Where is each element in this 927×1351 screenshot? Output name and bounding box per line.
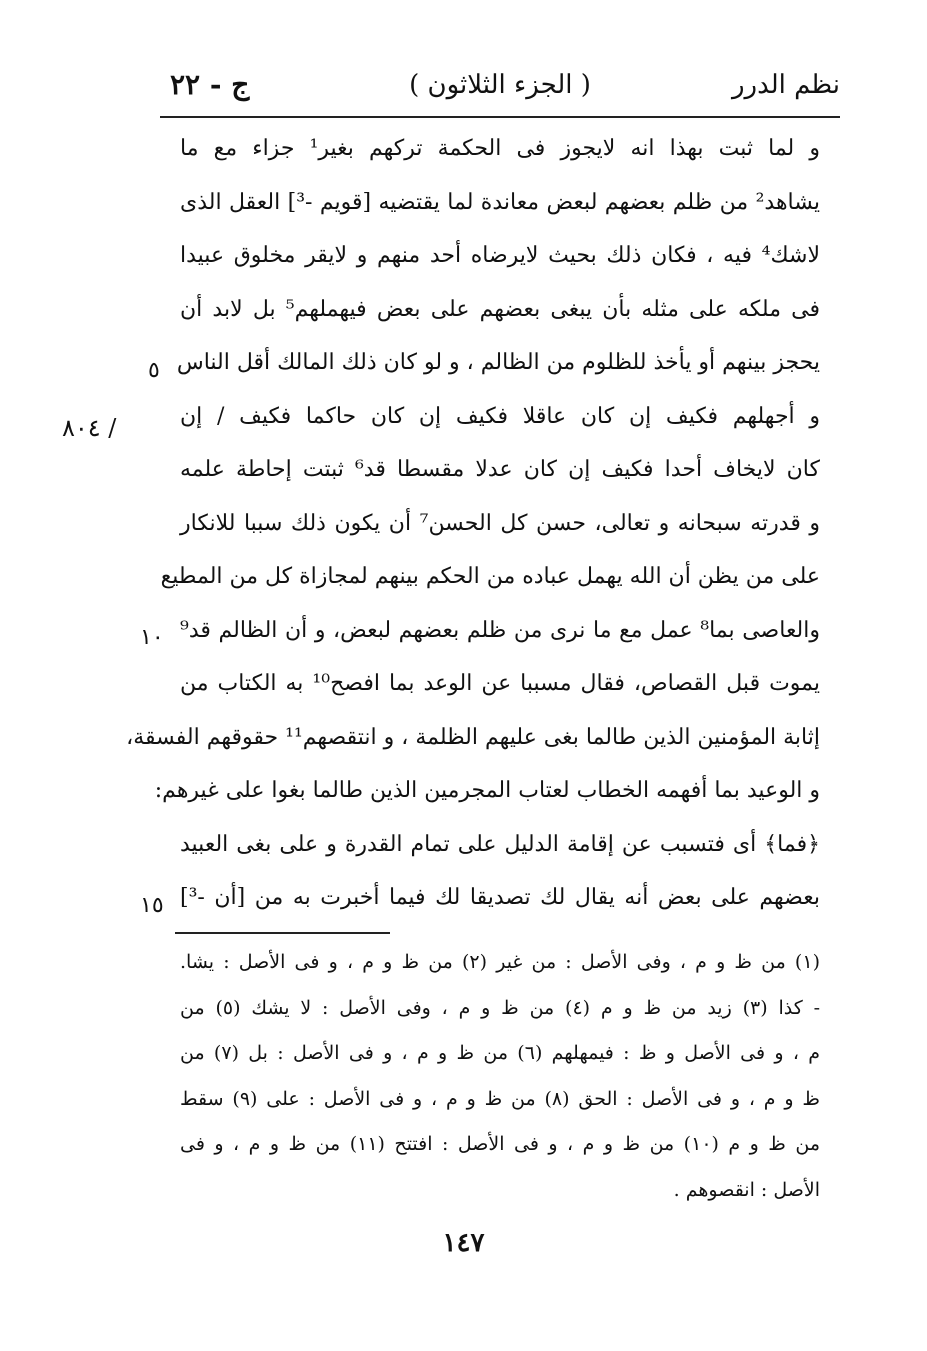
footnote-line: - كذا (٣) زيد من ظ و م (٤) من ظ و م ، وفى الأصل : لا يشك (٥) من [180, 996, 821, 1019]
text-line: و قدرته سبحانه و تعالى، حسن كل الحسن⁷ أن يكون ذلك سببا للانكار [180, 510, 820, 536]
line-marker-15: ١٥ [140, 893, 164, 918]
text-line: يموت قبل القصاص، فقال مسببا عن الوعد بما افصح¹⁰ به الكتاب من [180, 671, 820, 696]
text-line: لاشك⁴ فيه ، فكان ذلك بحيث لايرضاه أحد منهم و لايقر مخلوق عبيدا [180, 243, 820, 268]
footnote-line: م ، و فى الأصل و ظ : فيمهلهم (٦) من ظ و م ، و فى الأصل : بل (٧) من [180, 1042, 821, 1064]
page-number: ١٤٧ [442, 1228, 485, 1258]
footnote-line: الأصل : انقصوهم . [673, 1178, 820, 1201]
text-line: ﴿فما﴾ أى فتسبب عن إقامة الدليل على تمام القدرة و على بغى العبيد [180, 831, 820, 857]
text-line: كان لايخاف أحدا فكيف إن كان عدلا مقسطا قد⁶ ثبتت إحاطة علمه [180, 457, 820, 482]
volume-number: ج - ٢٢ [170, 68, 250, 101]
footnote-line: (١) من ظ و م ، وفى الأصل : من غير (٢) من ظ و م ، و فى الأصل : يشا. [180, 951, 820, 973]
line-marker-10: ١٠ [140, 625, 164, 650]
text-line: و أجهلهم فكيف إن كان عاقلا فكيف إن كان حاكما فكيف / إن [180, 403, 820, 429]
footnote-line: ظ و م ، و فى الأصل : الحق (٨) من ظ و م ، و فى الأصل : على (٩) سقط [180, 1087, 820, 1110]
footnote-line: من ظ و م (١٠) من ظ و م ، و فى الأصل : افتتح (١١) من ظ و م ، و فى [180, 1133, 820, 1155]
footnote-rule [175, 932, 390, 934]
margin-page-reference: / ٨٠٤ [62, 414, 117, 442]
text-line: على من يظن أن الله يهمل عباده من الحكم بينهم لمجازاة كل من المطيع [160, 564, 820, 589]
text-line: بعضهم على بعض أنه يقال لك تصديقا لك فيما أخبرت به من [أن -³] [180, 885, 820, 910]
text-line: يحجز بينهم أو يأخذ للظلوم من الظالم ، و لو كان ذلك المالك أقل الناس [176, 350, 820, 375]
text-line: يشاهد² من ظلم بعضهم لبعض معاندة لما يقتضيه [قويم -³] العقل الذى [180, 189, 820, 215]
header-rule [160, 116, 840, 118]
line-marker-5: ٥ [148, 358, 160, 383]
running-header [160, 62, 840, 110]
book-title: نظم الدرر [731, 70, 840, 100]
text-line: والعاصى بما⁸ عمل مع ما نرى من ظلم بعضهم لبعض، و أن الظالم قد⁹ [180, 617, 820, 643]
part-title: ( الجزء الثلاثون ) [409, 70, 591, 100]
text-line: و لما ثبت بهذا انه لايجوز فى الحكمة تركهم بغير¹ جزاء مع ما [180, 136, 821, 161]
text-line: و الوعيد بما أفهمه الخطاب لعتاب المجرمين الذين طالما بغوا على غيرهم: [154, 778, 820, 803]
text-line: إثابة المؤمنين الذين طالما بغى عليهم الظلمة ، و انتقصهم¹¹ حقوقهم الفسقة، [126, 724, 820, 750]
text-line: فى ملكه على مثله بأن يبغى بعضهم على بعض فيهملهم⁵ بل لابد أن [180, 296, 820, 322]
footnotes [180, 940, 820, 1213]
